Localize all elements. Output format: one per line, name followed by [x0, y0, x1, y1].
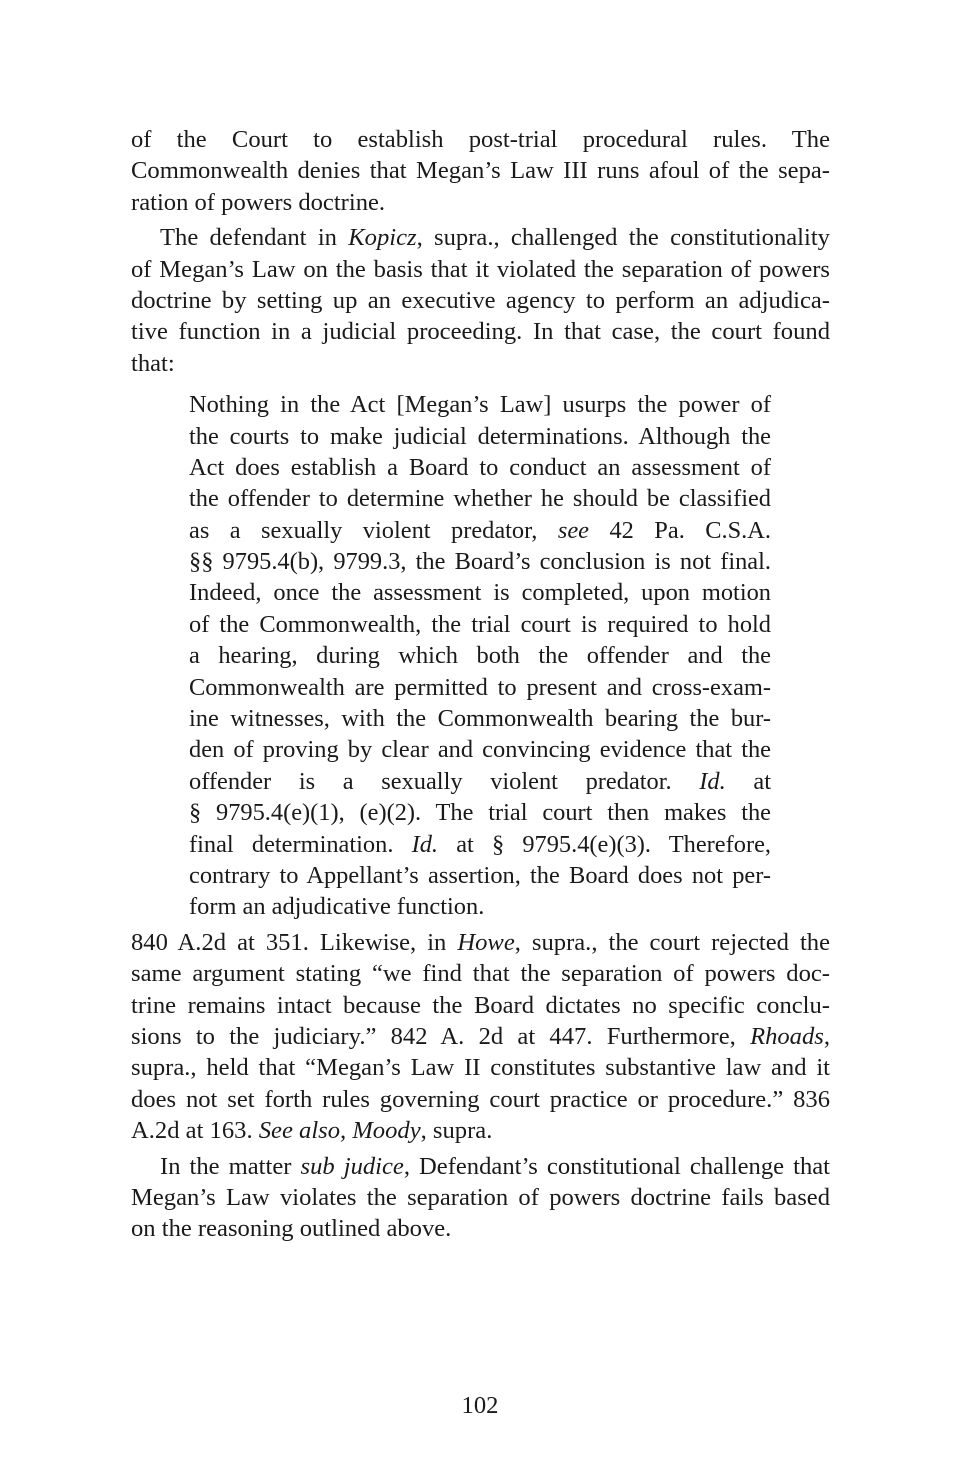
text-line: In the matter sub judice, Defendant’s constitutional challenge that: [160, 1152, 830, 1180]
quote-line: final determination. Id. at § 9795.4(e)(3). Therefore,: [189, 830, 771, 858]
quote-line: Act does establish a Board to conduct an assessment of: [189, 453, 771, 481]
quote-line: den of proving by clear and convincing evidence that the: [189, 736, 771, 764]
text-line: does not set forth rules governing court practice or procedure.” 836: [131, 1085, 830, 1113]
paragraph-1: [131, 124, 830, 218]
latin-phrase: sub judice: [300, 1152, 404, 1180]
text-line: same argument stating “we find that the separation of powers doc-: [131, 960, 830, 988]
text-line: trine remains intact because the Board dictates no specific conclu-: [131, 991, 830, 1019]
text-line: 840 A.2d at 351. Likewise, in Howe, supra., the court rejected the: [131, 928, 830, 956]
case-name-rhoads: Rhoads: [750, 1022, 824, 1050]
text-line: sions to the judiciary.” 842 A. 2d at 447. Furthermore, Rhoads,: [131, 1022, 830, 1050]
quote-line: contrary to Appellant’s assertion, the Board does not per-: [189, 861, 771, 889]
text-line: A.2d at 163. See also, Moody, supra.: [131, 1117, 493, 1145]
paragraph-4: [131, 1151, 830, 1245]
paragraph-3: [131, 927, 830, 1147]
text-line: of Megan’s Law on the basis that it violated the separation of powers: [131, 255, 830, 283]
text-line: supra., held that “Megan’s Law II constitutes substantive law and it: [131, 1054, 830, 1082]
text-line: doctrine by setting up an executive agency to perform an adjudica-: [131, 286, 830, 314]
paragraph-2: [131, 222, 830, 379]
quote-line: § 9795.4(e)(1), (e)(2). The trial court then makes the: [189, 799, 771, 827]
quote-line: Indeed, once the assessment is completed, upon motion: [189, 579, 771, 607]
text-line: Megan’s Law violates the separation of powers doctrine fails based: [131, 1183, 830, 1211]
text-line: The defendant in Kopicz, supra., challenged the constitutionality: [160, 224, 830, 252]
signal-id: Id.: [699, 767, 726, 795]
page-body: [131, 124, 830, 1245]
text-line: that:: [131, 349, 175, 377]
text-line: of the Court to establish post-trial procedural rules. The: [131, 126, 830, 153]
page-number: 102: [461, 1392, 499, 1419]
quote-line: as a sexually violent predator, see 42 Pa. C.S.A.: [189, 516, 771, 544]
quote-line: a hearing, during which both the offender and the: [189, 642, 771, 670]
quote-line: of the Commonwealth, the trial court is required to hold: [189, 610, 771, 638]
signal-id: Id.: [411, 830, 439, 858]
case-name-moody: See also, Moody: [258, 1117, 421, 1145]
case-name-kopicz: Kopicz: [348, 224, 417, 252]
text-line: tive function in a judicial proceeding. In that case, the court found: [131, 318, 830, 346]
quote-line: ine witnesses, with the Commonwealth bearing the bur-: [189, 705, 771, 733]
quote-line: the offender to determine whether he should be classified: [189, 485, 771, 513]
quote-line: form an adjudicative function.: [189, 893, 485, 921]
case-name-howe: Howe: [457, 928, 515, 956]
block-quote: [189, 389, 771, 923]
quote-line: offender is a sexually violent predator. Id. at: [189, 767, 771, 795]
quote-line: Nothing in the Act [Megan’s Law] usurps the power of: [189, 391, 771, 419]
text-line: Commonwealth denies that Megan’s Law III runs afoul of the sepa-: [131, 157, 830, 185]
signal-see: see: [557, 516, 589, 544]
quote-line: the courts to make judicial determinations. Although the: [189, 422, 771, 450]
text-line: ration of powers doctrine.: [131, 188, 386, 216]
quote-line: §§ 9795.4(b), 9799.3, the Board’s conclusion is not final.: [189, 548, 771, 576]
text-line: on the reasoning outlined above.: [131, 1215, 452, 1243]
quote-line: Commonwealth are permitted to present and cross-exam-: [189, 673, 771, 701]
